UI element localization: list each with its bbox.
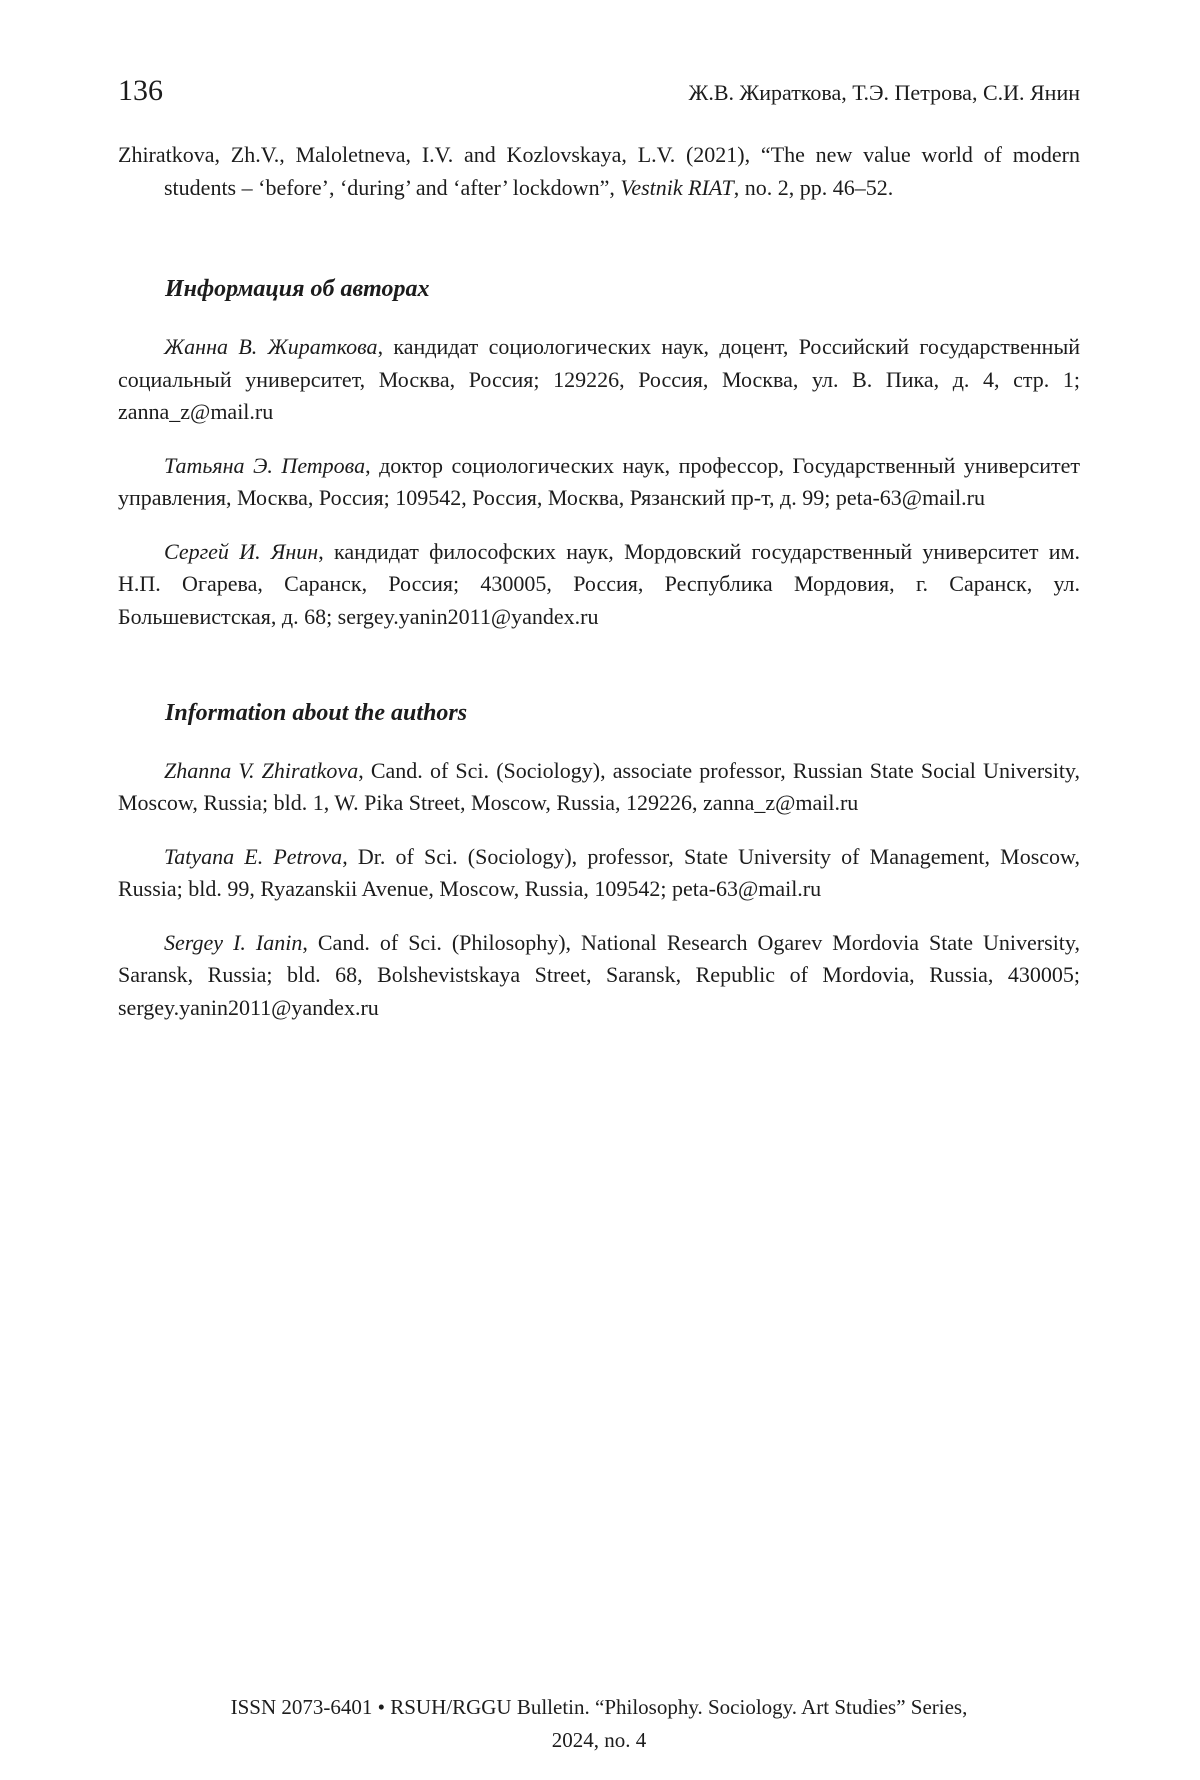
- author-name: Tatyana E. Petrova: [164, 843, 343, 869]
- reference-text-post: , no. 2, pp. 46–52.: [733, 175, 894, 200]
- page-number: 136: [118, 74, 163, 107]
- reference-text-pre: Zhiratkova, Zh.V., Maloletneva, I.V. and Kozlovskaya, L.V. (2021), “The new value world of modern students – ‘before’, ‘during’ and ‘after’ lockdown”,: [118, 142, 1080, 200]
- page-footer: [118, 1691, 1080, 1758]
- section-heading-authors-en: Information about the authors: [165, 699, 468, 726]
- footer-issue-line: 2024, no. 4: [551, 1728, 647, 1753]
- section-heading-authors-ru: Информация об авторах: [165, 276, 430, 302]
- author-name: Татьяна Э. Петрова: [164, 452, 366, 478]
- author-details: , кандидат философских наук, Мордовский государственный университет им. Н.П. Огарева, Саранск, Россия; 430005, Россия, Республика Мордовия, г. Саранск, ул. Большевистская, д. 68; sergey.yanin2011@yandex.ru: [118, 538, 1080, 630]
- author-name: Сергей И. Янин: [164, 538, 319, 564]
- author-paragraph-ru-2: [118, 450, 1080, 515]
- author-details: , доктор социологических наук, профессор, Государственный университет управления, Москва, Россия; 109542, Россия, Москва, Рязанский пр-т, д. 99; peta-63@mail.ru: [118, 452, 1080, 511]
- author-paragraph-en-2: [118, 841, 1080, 906]
- author-paragraph-en-1: [118, 755, 1080, 820]
- author-name: Zhanna V. Zhiratkova: [164, 757, 359, 783]
- author-details: , Dr. of Sci. (Sociology), professor, State University of Management, Moscow, Russia; bld. 99, Ryazanskii Avenue, Moscow, Russia, 109542; peta-63@mail.ru: [118, 843, 1080, 902]
- author-details: , Cand. of Sci. (Philosophy), National Research Ogarev Mordovia State University, Saransk, Russia; bld. 68, Bolshevistskaya Street, Saransk, Republic of Mordovia, Russia, 430005; sergey.yanin2011@yandex.ru: [118, 929, 1080, 1021]
- reference-source-title: Vestnik RIAT: [620, 175, 734, 200]
- reference-entry: [118, 138, 1080, 204]
- author-name: Жанна В. Жираткова: [164, 334, 378, 360]
- page-header: [118, 76, 1080, 106]
- running-head: Ж.В. Жираткова, Т.Э. Петрова, С.И. Янин: [688, 80, 1080, 105]
- author-name: Sergey I. Ianin: [164, 929, 303, 955]
- author-paragraph-ru-1: [118, 331, 1080, 429]
- author-paragraph-en-3: [118, 927, 1080, 1025]
- author-details: , Cand. of Sci. (Sociology), associate professor, Russian State Social University, Moscow, Russia; bld. 1, W. Pika Street, Moscow, Russia, 129226, zanna_z@mail.ru: [118, 757, 1080, 816]
- author-paragraph-ru-3: [118, 536, 1080, 634]
- author-details: , кандидат социологических наук, доцент, Российский государственный социальный университет, Москва, Россия; 129226, Россия, Москва, ул. В. Пика, д. 4, стр. 1; zanna_z@mail.ru: [118, 334, 1081, 425]
- footer-journal-line: ISSN 2073-6401 • RSUH/RGGU Bulletin. “Philosophy. Sociology. Art Studies” Series,: [230, 1694, 968, 1719]
